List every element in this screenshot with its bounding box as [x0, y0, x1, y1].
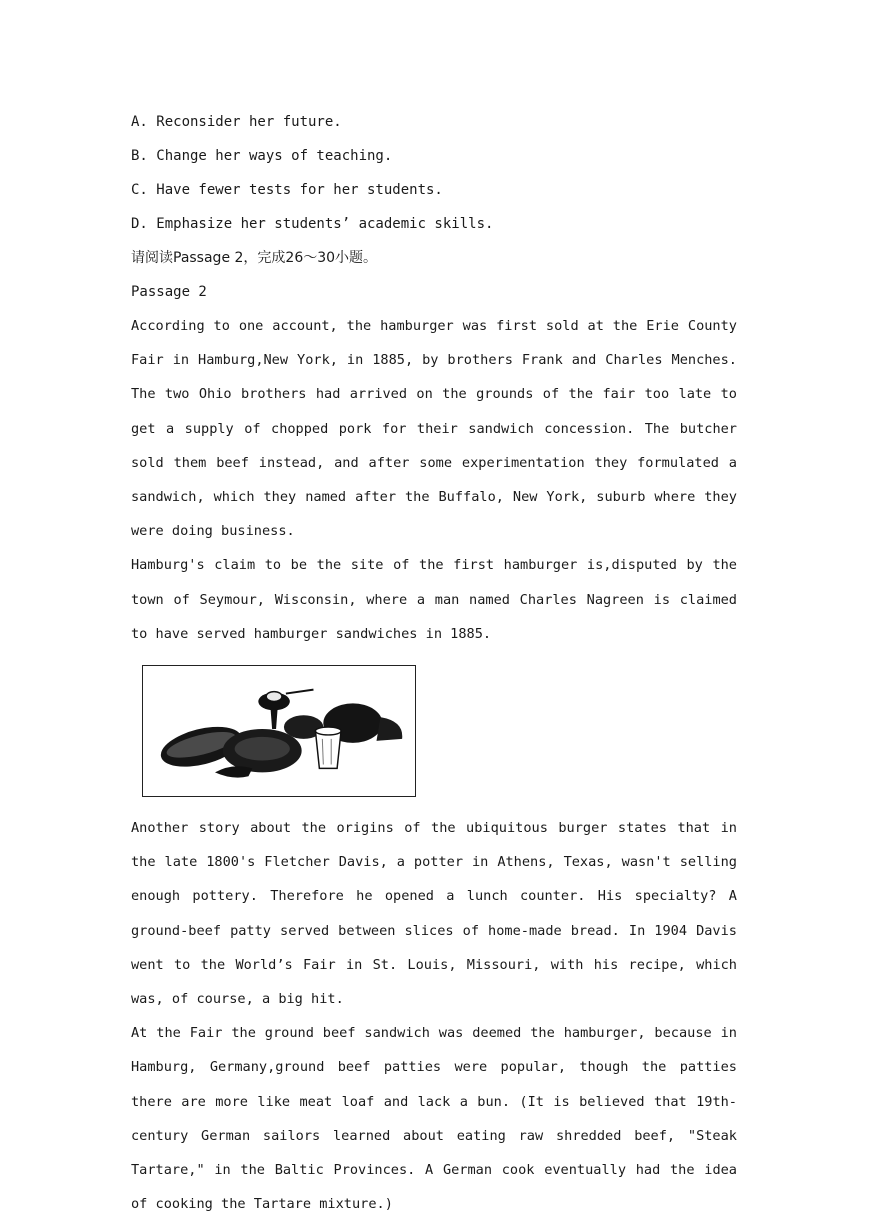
- passage-paragraph-3: Another story about the origins of the ubiquitous burger states that in the late 1800's Fletcher Davis, a potter in Athens, Texas, wasn't selling enough pottery. Therefore he opened a lunch counter. His specialty? A ground-beef patty served between slices of home-made bread. In 1904 Davis went to the World’s Fair in St. Louis, Missouri, with his recipe, which was, of course, a big hit.: [131, 820, 737, 1008]
- reading-instruction: 请阅读Passage 2，完成26～30小题。: [131, 250, 378, 266]
- food-illustration-drawing: [143, 666, 415, 796]
- food-illustration: [142, 665, 416, 797]
- passage-paragraph-4: At the Fair the ground beef sandwich was deemed the hamburger, because in Hamburg, Germany,ground beef patties were popular, though the patties there are more like meat loaf and lack a bun. (It is believed that 19th-century German sailors learned about eating raw shredded beef, "Steak Tartare," in the Baltic Provinces. A German cook eventually had the idea of cooking the Tartare mixture.): [131, 1025, 737, 1213]
- passage-paragraph-1: According to one account, the hamburger was first sold at the Erie County Fair in Hamburg,New York, in 1885, by brothers Frank and Charles Menches. The two Ohio brothers had arrived on the grounds of the fair too late to get a supply of chopped pork for their sandwich concession. The butcher sold them beef instead, and after some experimentation they formulated a sandwich, which they named after the Buffalo, New York, suburb where they were doing business.: [131, 318, 737, 540]
- answer-option-a: A. Reconsider her future.: [131, 114, 342, 130]
- cup-shape: [315, 731, 341, 768]
- passage-title: Passage 2: [131, 284, 207, 300]
- answer-option-c: C. Have fewer tests for her students.: [131, 182, 443, 198]
- spoon-shape: [215, 766, 252, 777]
- answer-option-b: B. Change her ways of teaching.: [131, 148, 393, 164]
- passage-paragraph-2: Hamburg's claim to be the site of the first hamburger is,disputed by the town of Seymour, Wisconsin, where a man named Charles Nagreen is claimed to have served hamburger sandwiches in 1885.: [131, 557, 737, 642]
- document-page: [131, 105, 737, 1221]
- answer-option-d: D. Emphasize her students’ academic skills.: [131, 216, 494, 232]
